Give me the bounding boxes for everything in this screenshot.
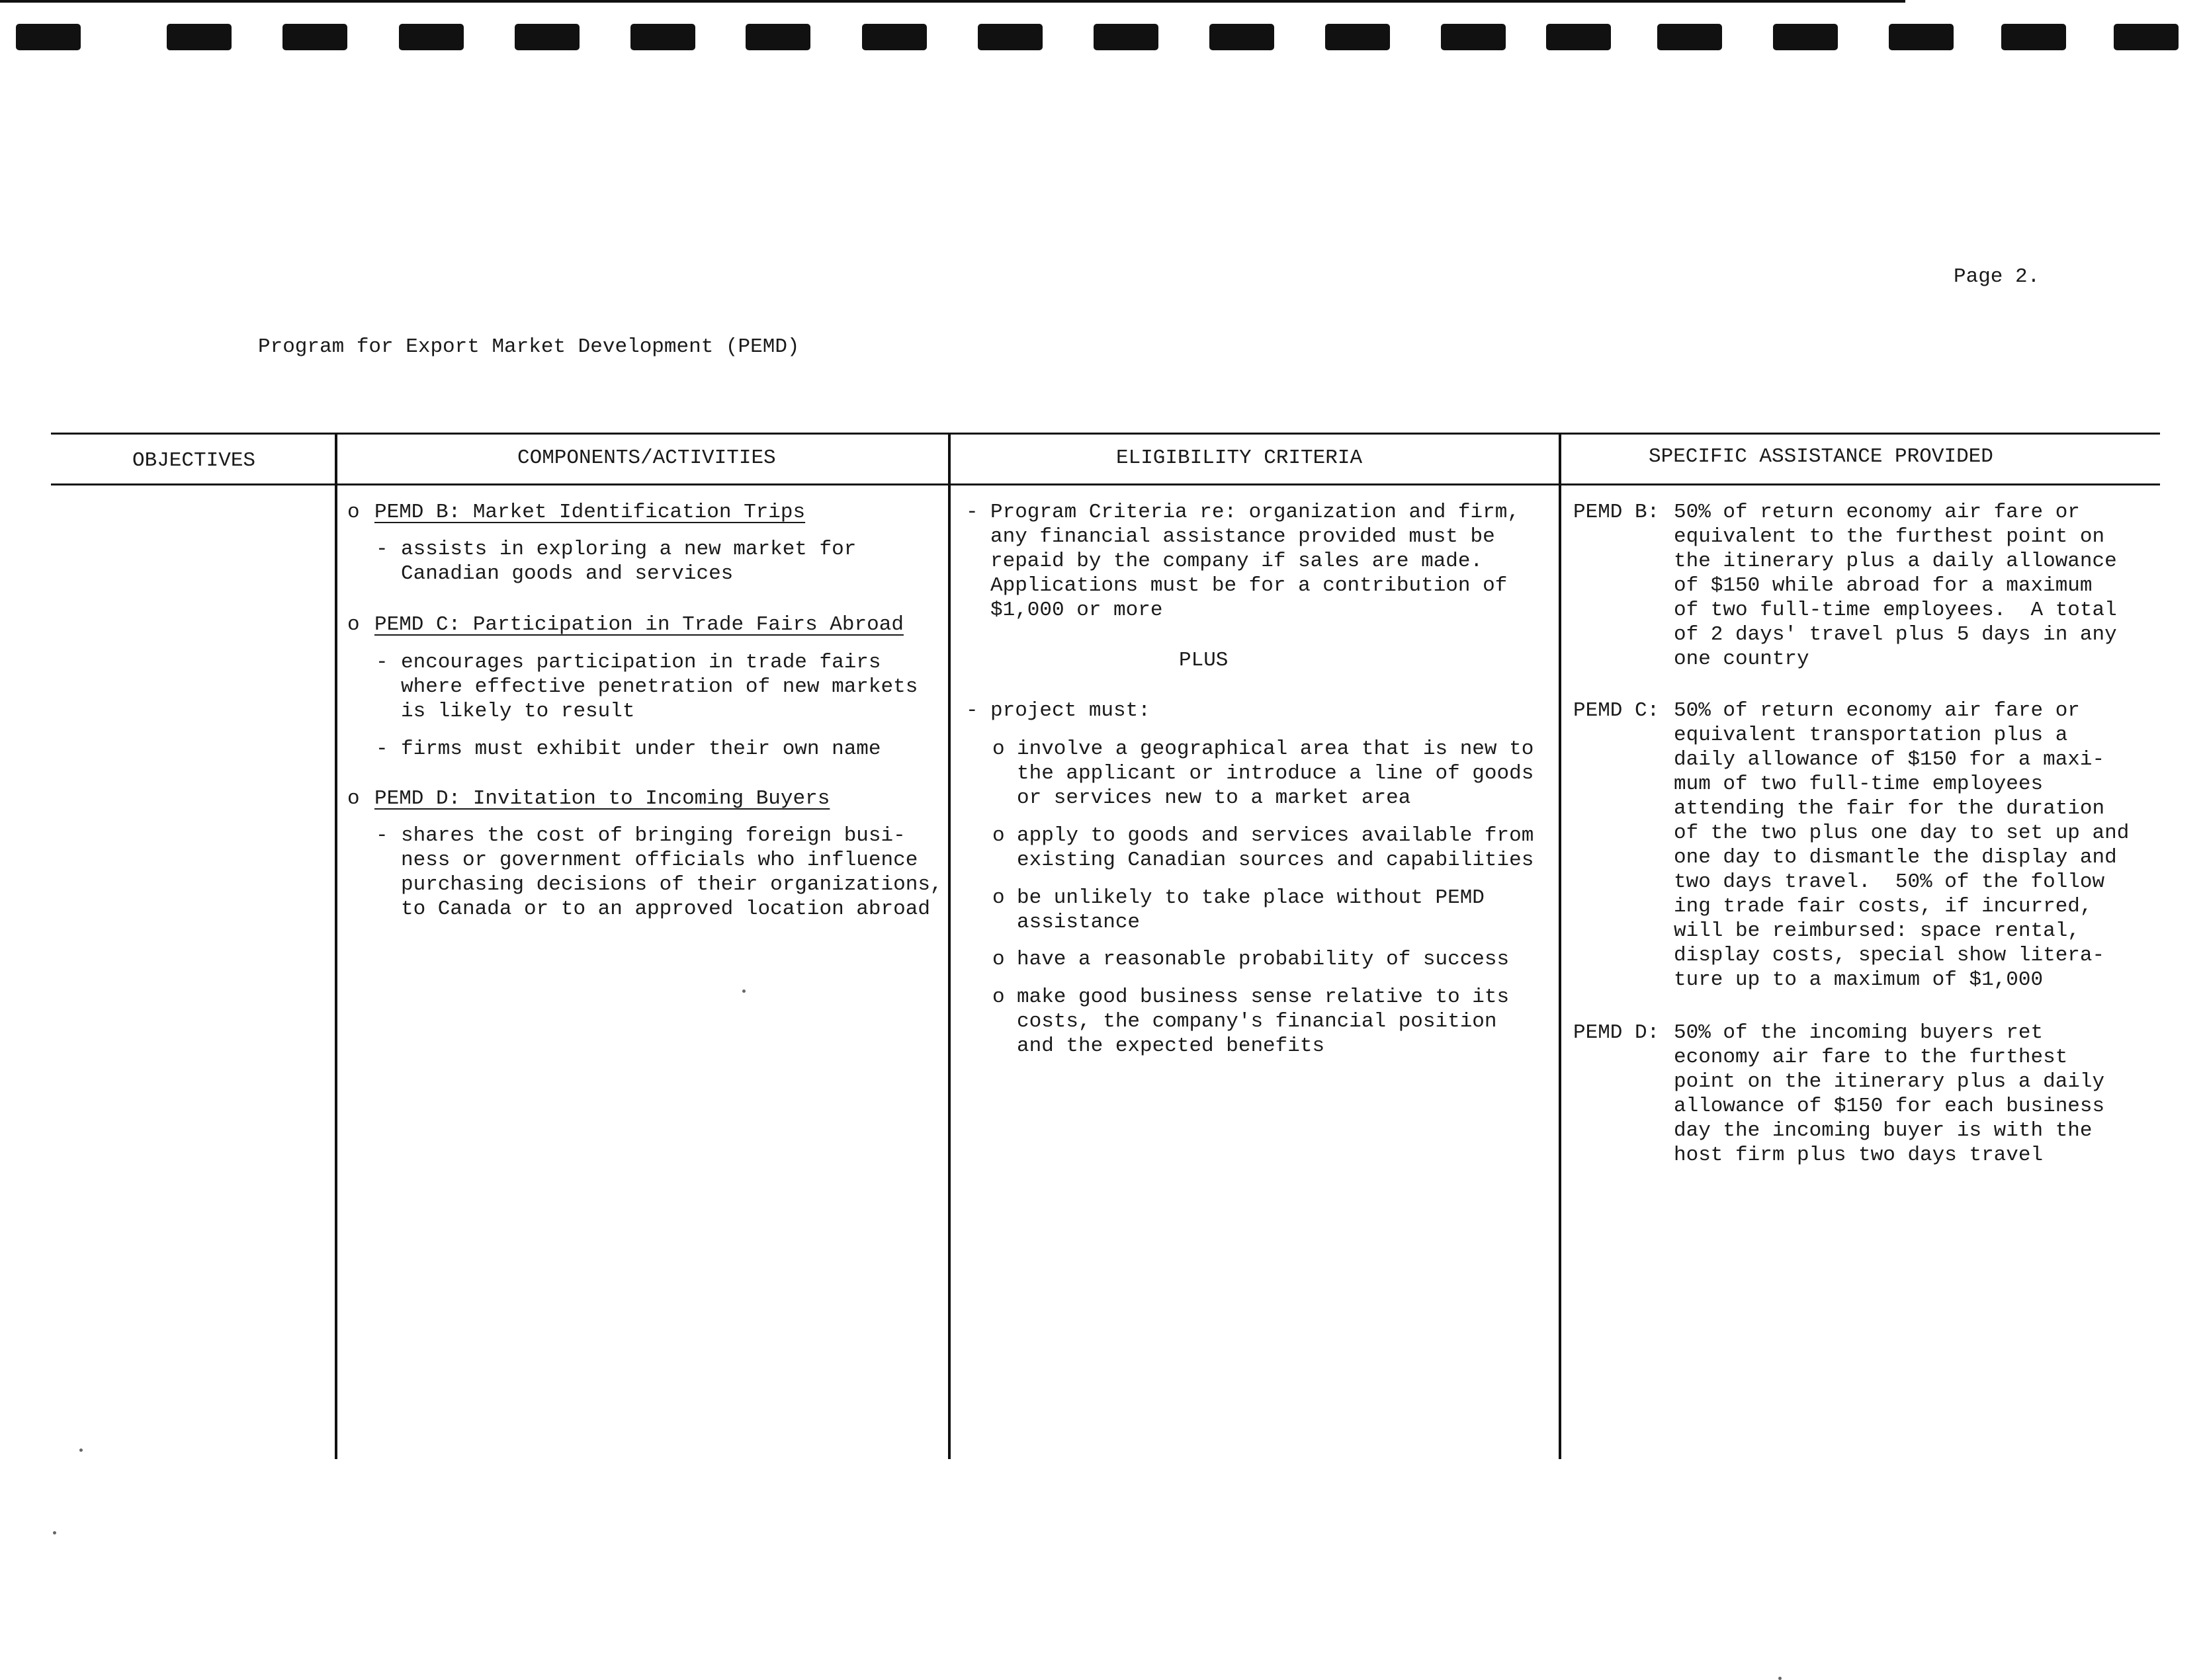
header-objectives: OBJECTIVES bbox=[132, 449, 256, 472]
sprocket-hole bbox=[1546, 24, 1611, 50]
component-text: firms must exhibit under their own name bbox=[401, 737, 881, 761]
requirement-text: make good business sense relative to its bbox=[1017, 986, 1510, 1009]
component-text: to Canada or to an approved location abroad bbox=[401, 898, 930, 921]
sprocket-hole bbox=[515, 24, 580, 50]
sprocket-hole bbox=[282, 24, 347, 50]
bullet-o: o bbox=[992, 737, 1005, 761]
assistance-text: two days travel. 50% of the follow bbox=[1674, 870, 2105, 894]
table-top-rule bbox=[51, 433, 2160, 435]
column-divider-1 bbox=[335, 434, 337, 1459]
scan-speck bbox=[53, 1531, 56, 1534]
sprocket-hole bbox=[1094, 24, 1158, 50]
component-text: Canadian goods and services bbox=[401, 562, 734, 585]
dash: - bbox=[966, 699, 978, 722]
dash: - bbox=[376, 651, 388, 674]
sprocket-hole bbox=[1325, 24, 1390, 50]
assistance-text: of the two plus one day to set up and bbox=[1674, 821, 2130, 845]
dash: - bbox=[376, 824, 388, 847]
assistance-text: 50% of return economy air fare or bbox=[1674, 699, 2080, 722]
document-title: Program for Export Market Development (PEMD) bbox=[258, 335, 800, 358]
column-divider-3 bbox=[1559, 434, 1561, 1459]
assistance-text: equivalent to the furthest point on bbox=[1674, 525, 2105, 548]
requirement-text: have a reasonable probability of success bbox=[1017, 948, 1510, 971]
component-text: where effective penetration of new markets bbox=[401, 675, 918, 698]
assistance-text: daily allowance of $150 for a maxi- bbox=[1674, 748, 2105, 771]
eligibility-text: any financial assistance provided must be bbox=[990, 525, 1495, 548]
sprocket-hole bbox=[1209, 24, 1274, 50]
sprocket-hole bbox=[862, 24, 927, 50]
assistance-text: day the incoming buyer is with the bbox=[1674, 1119, 2093, 1142]
assistance-text: the itinerary plus a daily allowance bbox=[1674, 550, 2117, 573]
requirement-text: the applicant or introduce a line of goods bbox=[1017, 762, 1534, 785]
assistance-label-pemd-c: PEMD C: bbox=[1573, 699, 1660, 722]
sprocket-hole bbox=[746, 24, 810, 50]
eligibility-text: repaid by the company if sales are made. bbox=[990, 550, 1483, 573]
assistance-label-pemd-b: PEMD B: bbox=[1573, 501, 1660, 524]
page-number: Page 2. bbox=[1954, 265, 2040, 288]
assistance-text: display costs, special show litera- bbox=[1674, 944, 2105, 967]
component-title-pemd-d: PEMD D: Invitation to Incoming Buyers bbox=[374, 787, 830, 810]
sprocket-hole bbox=[2001, 24, 2066, 50]
eligibility-text: Applications must be for a contribution of bbox=[990, 574, 1508, 597]
scan-speck bbox=[79, 1449, 83, 1452]
assistance-text: allowance of $150 for each business bbox=[1674, 1095, 2105, 1118]
sprocket-hole bbox=[2114, 24, 2179, 50]
requirement-text: assistance bbox=[1017, 911, 1141, 934]
eligibility-text: $1,000 or more bbox=[990, 599, 1163, 622]
sprocket-hole bbox=[167, 24, 232, 50]
component-text: ness or government officials who influence bbox=[401, 849, 918, 872]
sprocket-hole bbox=[1889, 24, 1954, 50]
header-assistance: SPECIFIC ASSISTANCE PROVIDED bbox=[1649, 445, 1993, 468]
component-text: encourages participation in trade fairs bbox=[401, 651, 881, 674]
assistance-text: host firm plus two days travel bbox=[1674, 1144, 2044, 1167]
bullet-o: o bbox=[347, 501, 360, 524]
requirement-text: or services new to a market area bbox=[1017, 786, 1411, 810]
bullet-o: o bbox=[992, 948, 1005, 971]
assistance-text: of $150 while abroad for a maximum bbox=[1674, 574, 2093, 597]
top-edge-line bbox=[0, 0, 1905, 3]
assistance-text: 50% of return economy air fare or bbox=[1674, 501, 2080, 524]
project-must-label: project must: bbox=[990, 699, 1150, 722]
eligibility-text: Program Criteria re: organization and firm, bbox=[990, 501, 1520, 524]
assistance-text: ing trade fair costs, if incurred, bbox=[1674, 895, 2093, 918]
header-components: COMPONENTS/ACTIVITIES bbox=[517, 446, 776, 470]
assistance-text: one day to dismantle the display and bbox=[1674, 846, 2117, 869]
requirement-text: existing Canadian sources and capabilities bbox=[1017, 849, 1534, 872]
scan-speck bbox=[742, 989, 746, 993]
sprocket-hole bbox=[16, 24, 81, 50]
assistance-text: one country bbox=[1674, 648, 1809, 671]
assistance-text: 50% of the incoming buyers ret bbox=[1674, 1021, 2044, 1044]
requirement-text: involve a geographical area that is new to bbox=[1017, 737, 1534, 761]
bullet-o: o bbox=[992, 886, 1005, 909]
assistance-text: economy air fare to the furthest bbox=[1674, 1046, 2068, 1069]
component-title-pemd-b: PEMD B: Market Identification Trips bbox=[374, 501, 806, 524]
bullet-o: o bbox=[347, 613, 360, 636]
assistance-label-pemd-d: PEMD D: bbox=[1573, 1021, 1660, 1044]
dash: - bbox=[966, 501, 978, 524]
component-text: shares the cost of bringing foreign busi- bbox=[401, 824, 906, 847]
sprocket-hole bbox=[630, 24, 695, 50]
component-text: purchasing decisions of their organizations, bbox=[401, 873, 943, 896]
column-divider-2 bbox=[948, 434, 951, 1459]
assistance-text: of 2 days' travel plus 5 days in any bbox=[1674, 623, 2117, 646]
dash: - bbox=[376, 737, 388, 761]
sprocket-hole bbox=[1441, 24, 1506, 50]
dash: - bbox=[376, 538, 388, 561]
assistance-text: point on the itinerary plus a daily bbox=[1674, 1070, 2105, 1093]
assistance-text: equivalent transportation plus a bbox=[1674, 724, 2068, 747]
assistance-text: will be reimbursed: space rental, bbox=[1674, 919, 2080, 943]
sprocket-hole bbox=[978, 24, 1043, 50]
requirement-text: and the expected benefits bbox=[1017, 1034, 1325, 1058]
assistance-text: of two full-time employees. A total bbox=[1674, 599, 2117, 622]
sprocket-hole bbox=[1657, 24, 1722, 50]
requirement-text: costs, the company's financial position bbox=[1017, 1010, 1497, 1033]
assistance-text: mum of two full-time employees bbox=[1674, 773, 2044, 796]
bullet-o: o bbox=[347, 787, 360, 810]
sprocket-hole bbox=[399, 24, 464, 50]
component-title-pemd-c: PEMD C: Participation in Trade Fairs Abroad bbox=[374, 613, 904, 636]
bullet-o: o bbox=[992, 986, 1005, 1009]
component-text: is likely to result bbox=[401, 700, 635, 723]
component-text: assists in exploring a new market for bbox=[401, 538, 857, 561]
sprocket-hole bbox=[1773, 24, 1838, 50]
table-header-rule bbox=[51, 483, 2160, 485]
bullet-o: o bbox=[992, 824, 1005, 847]
requirement-text: apply to goods and services available from bbox=[1017, 824, 1534, 847]
requirement-text: be unlikely to take place without PEMD bbox=[1017, 886, 1485, 909]
header-eligibility: ELIGIBILITY CRITERIA bbox=[1116, 446, 1363, 470]
assistance-text: ture up to a maximum of $1,000 bbox=[1674, 968, 2044, 991]
plus-label: PLUS bbox=[1179, 649, 1229, 672]
assistance-text: attending the fair for the duration bbox=[1674, 797, 2105, 820]
